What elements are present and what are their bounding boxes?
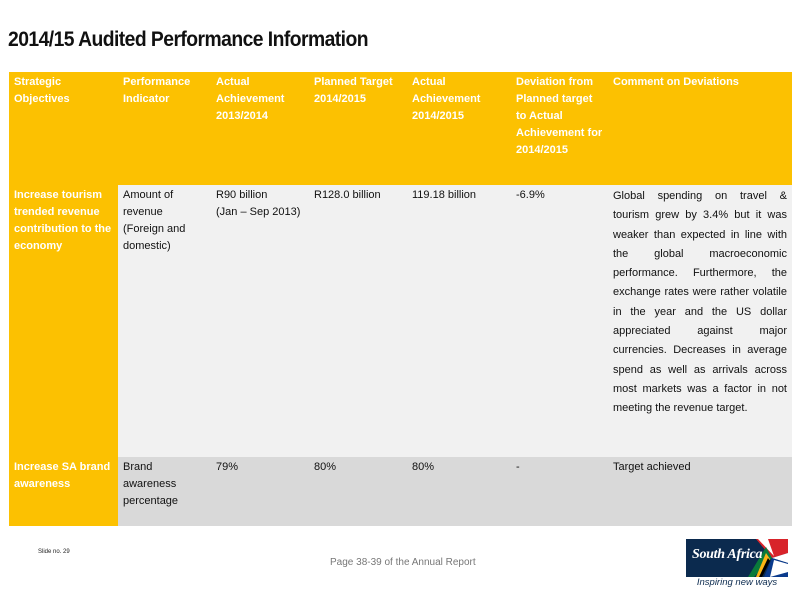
cell-deviation: - [511,457,608,526]
header-comment: Comment on Deviations [608,72,792,185]
header-planned-target: Planned Target 2014/2015 [309,72,407,185]
cell-deviation: -6.9% [511,185,608,457]
table-row [9,457,792,526]
logo-tagline: Inspiring new ways [696,577,778,588]
header-strategic-objectives: Strategic Objectives [9,72,118,185]
table-header-row [9,72,792,185]
slide-number: Slide no. 29 [38,549,70,555]
cell-comment: Target achieved [608,457,792,526]
cell-objective: Increase SA brand awareness [9,457,118,526]
cell-indicator: Amount of revenue (Foreign and domestic) [118,185,211,457]
header-performance-indicator: Performance Indicator [118,72,211,185]
cell-actual-2013-2014: 79% [211,457,309,526]
page-title: 2014/15 Audited Performance Information [8,28,368,51]
logo-wordmark: South Africa [692,547,763,562]
cell-actual-2013-2014: R90 billion (Jan – Sep 2013) [211,185,309,457]
cell-actual-2014-2015: 119.18 billion [407,185,511,457]
cell-actual-2014-2015: 80% [407,457,511,526]
table-row [9,185,792,457]
south-africa-logo [686,539,788,591]
cell-comment: Global spending on travel & tourism grew by 3.4% but it was weaker than expected in line with the global macroeconomic performance. Furthermore, the exchange rates were rather volatile in the year and the US dollar appreciated against major currencies. Decreases in average spend as well as arrivals across most markets was a factor in not meeting the revenue target. [608,185,792,457]
cell-planned-target: R128.0 billion [309,185,407,457]
cell-indicator: Brand awareness percentage [118,457,211,526]
page-reference: Page 38-39 of the Annual Report [330,557,476,568]
cell-objective: Increase tourism trended revenue contribution to the economy [9,185,118,457]
header-actual-2014-2015: Actual Achievement 2014/2015 [407,72,511,185]
header-actual-2013-2014: Actual Achievement 2013/2014 [211,72,309,185]
header-deviation: Deviation from Planned target to Actual Achievement for 2014/2015 [511,72,608,185]
logo-panel [686,539,788,577]
performance-table [9,72,792,526]
cell-planned-target: 80% [309,457,407,526]
